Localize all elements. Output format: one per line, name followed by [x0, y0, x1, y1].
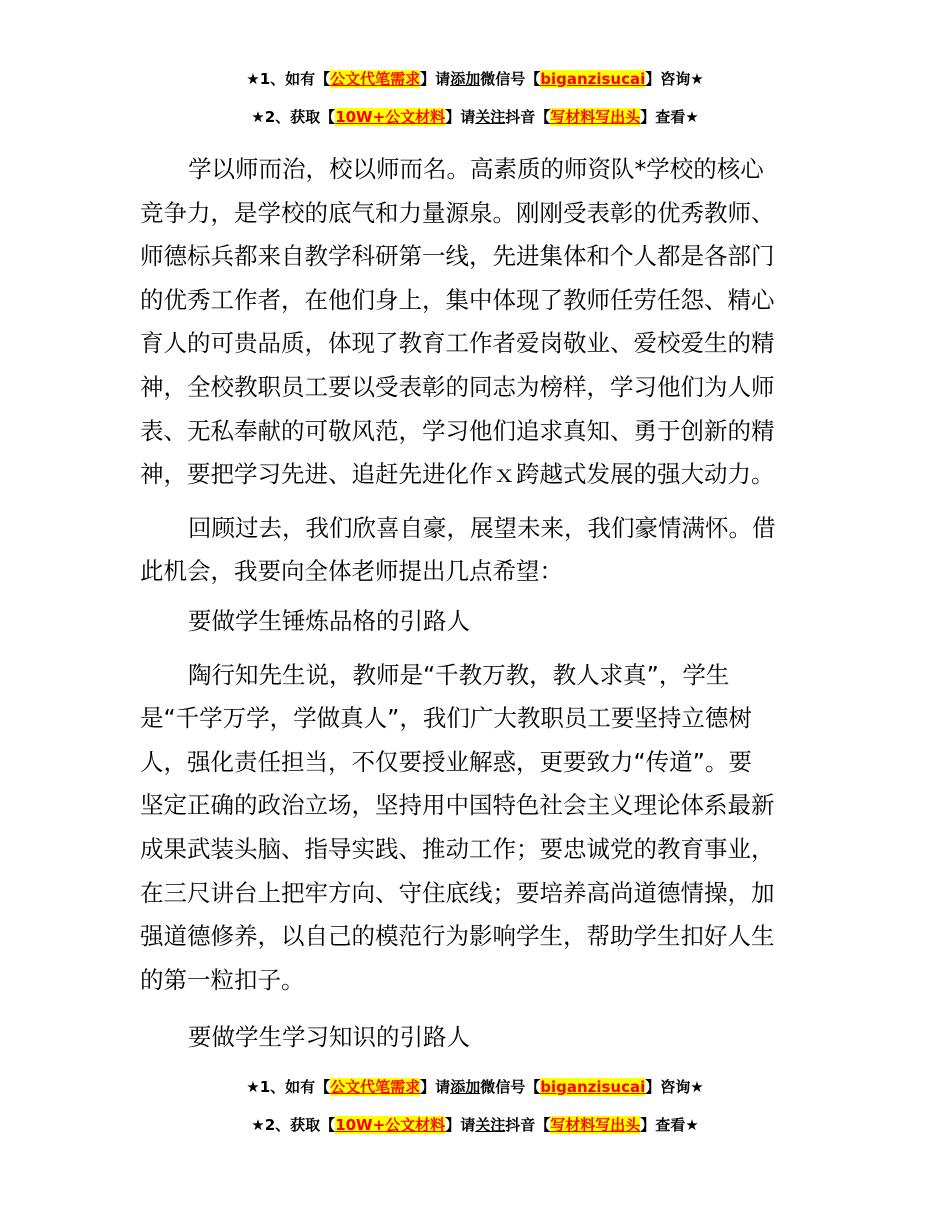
section-heading-knowledge	[140, 1016, 820, 1060]
text-line: 的优秀工作者，在他们身上，集中体现了教师任劳任怨、精心	[140, 285, 775, 314]
paragraph-hopes-intro	[140, 507, 820, 594]
text-line: 神，全校教职员工要以受表彰的同志为榜样，学习他们为人师	[140, 372, 775, 401]
footer-promo-line-2	[0, 1114, 950, 1136]
promo-text: ★1、如有【	[246, 1078, 331, 1096]
heading-text: 要做学生锤炼品格的引路人	[188, 606, 470, 635]
header-promo-line-2	[0, 106, 950, 128]
text-line: 在三尺讲台上把牢方向、守住底线；要培养高尚道德情操，加	[140, 878, 775, 907]
promo-text: ★2、获取【	[251, 108, 336, 126]
promo-highlight-wechat-id: biganzisucai	[540, 70, 646, 88]
promo-text: 抖音【	[505, 1116, 551, 1134]
promo-highlight-douyin: 写材料写出头	[550, 108, 641, 126]
section-heading-character	[140, 600, 820, 644]
text-line: 坚定正确的政治立场，坚持用中国特色社会主义理论体系最新	[140, 791, 775, 820]
promo-highlight-materials: 10W+公文材料	[335, 1116, 446, 1134]
promo-highlight-douyin: 写材料写出头	[550, 1116, 641, 1134]
promo-text: 】查看★	[640, 1116, 699, 1134]
text-line: 陶行知先生说，教师是“千教万教，教人求真”，学生	[188, 660, 730, 689]
text-line: 的第一粒扣子。	[140, 965, 305, 994]
text-line: 是“千学万学，学做真人”，我们广大教职员工要坚持立德树	[140, 704, 752, 733]
promo-emphasis: 关注	[475, 1116, 506, 1134]
promo-emphasis: 关注	[475, 108, 506, 126]
text-line: 竞争力，是学校的底气和力量源泉。刚刚受表彰的优秀教师、	[140, 198, 775, 227]
promo-text: 抖音【	[505, 108, 551, 126]
promo-text: 】请	[420, 70, 451, 88]
promo-text: 】查看★	[640, 108, 699, 126]
text-line: 神，要把学习先进、追赶先进化作ｘ跨越式发展的强大动力。	[140, 460, 775, 489]
header-promo-line-1	[0, 68, 950, 90]
promo-emphasis: 添加	[450, 70, 481, 88]
promo-highlight-wechat-id: biganzisucai	[540, 1078, 646, 1096]
text-line: 师德标兵都来自教学科研第一线，先进集体和个人都是各部门	[140, 242, 775, 271]
text-line: 回顾过去，我们欣喜自豪，展望未来，我们豪情满怀。借	[188, 513, 776, 542]
text-line: 育人的可贵品质，体现了教育工作者爱岗敬业、爱校爱生的精	[140, 329, 775, 358]
promo-highlight-service: 公文代笔需求	[330, 70, 421, 88]
promo-text: 】请	[445, 1116, 476, 1134]
promo-text: 】咨询★	[645, 1078, 704, 1096]
promo-text: 】请	[445, 108, 476, 126]
promo-text: 】咨询★	[645, 70, 704, 88]
text-line: 人，强化责任担当，不仅要授业解惑，更要致力“传道”。要	[140, 747, 752, 776]
text-line: 成果武装头脑、指导实践、推动工作；要忠诚党的教育事业，	[140, 834, 775, 863]
promo-text: 微信号【	[480, 70, 541, 88]
text-line: 强道德修养，以自己的模范行为影响学生，帮助学生扣好人生	[140, 922, 775, 951]
text-line: 表、无私奉献的可敬风范，学习他们追求真知、勇于创新的精	[140, 416, 775, 445]
promo-emphasis: 添加	[450, 1078, 481, 1096]
promo-text: 微信号【	[480, 1078, 541, 1096]
text-line: 此机会，我要向全体老师提出几点希望：	[140, 557, 563, 586]
paragraph-teachers-core	[140, 148, 820, 497]
promo-highlight-service: 公文代笔需求	[330, 1078, 421, 1096]
document-body	[140, 148, 820, 1060]
text-line: 学以师而治，校以师而名。高素质的师资队*学校的核心	[188, 155, 764, 183]
promo-highlight-materials: 10W+公文材料	[335, 108, 446, 126]
promo-text: 】请	[420, 1078, 451, 1096]
paragraph-tao-xingzhi	[140, 654, 820, 1003]
heading-text: 要做学生学习知识的引路人	[188, 1023, 470, 1052]
promo-text: ★2、获取【	[251, 1116, 336, 1134]
promo-text: ★1、如有【	[246, 70, 331, 88]
footer-promo-line-1	[0, 1076, 950, 1098]
